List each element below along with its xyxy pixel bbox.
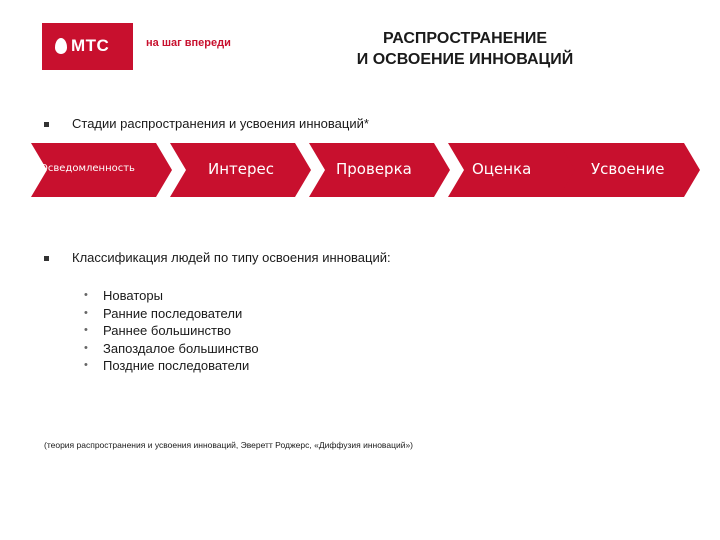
title-line-1: РАСПРОСТРАНЕНИЕ [382,30,548,47]
list-item: • Ранние последователи [84,305,259,323]
stage-label: Усвоение [591,160,665,178]
logo-text: МТС [71,36,110,55]
title-line-2: И ОСВОЕНИЕ ИННОВАЦИЙ [356,51,574,68]
stage-label: Осведомленность [40,163,135,174]
bullet-marker [44,256,49,261]
slogan: на шаг впереди [146,37,231,49]
classification-heading: Классификация людей по типу освоения инноваций: [72,250,391,265]
list-item: • Раннее большинство [84,322,259,340]
stage-label: Оценка [472,160,532,178]
stage-label: Проверка [336,160,412,178]
list-item: • Поздние последователи [84,357,259,375]
list-item: • Запоздалое большинство [84,340,259,358]
stages-heading: Стадии распространения и усвоения инноваций* [72,116,369,131]
list-item: • Новаторы [84,287,259,305]
stage-label: Интерес [208,160,274,178]
adopter-list [84,287,259,375]
footnote: (теория распространения и усвоения инноваций, Эверетт Роджерс, «Диффузия инноваций») [44,440,414,450]
